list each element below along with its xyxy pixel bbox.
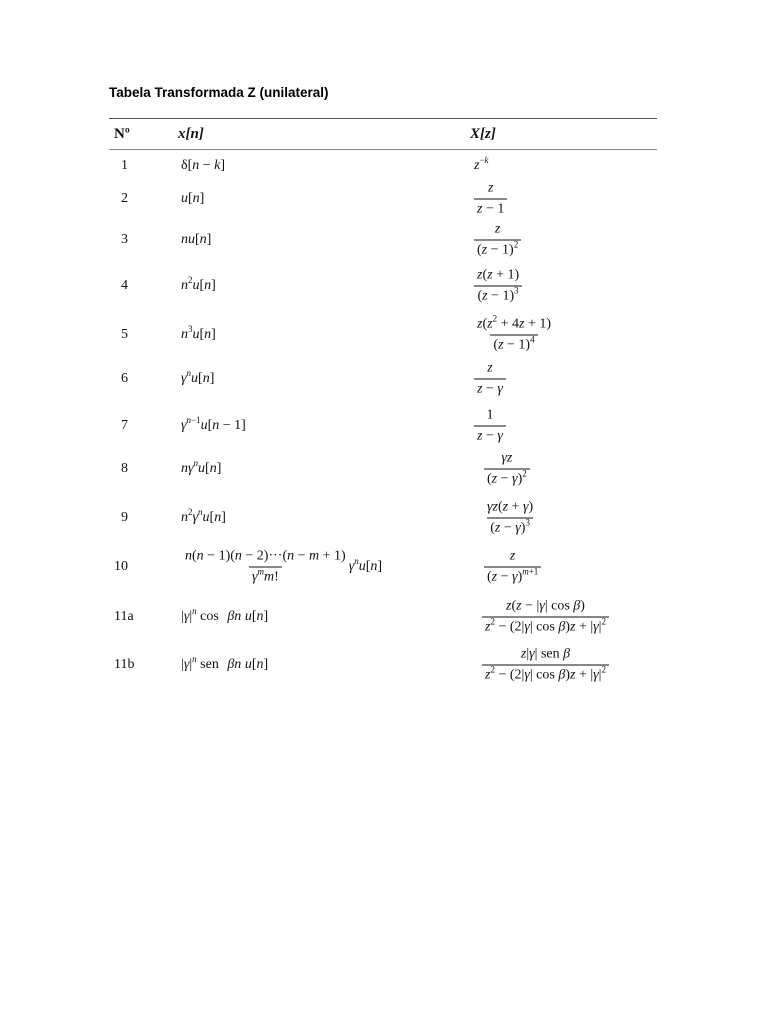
table-top-rule: [109, 118, 657, 119]
row-number: 8: [121, 461, 128, 476]
signal-formula: $|\gamma|^n$ cos βn u[n]: [181, 606, 269, 624]
transform-formula: $\frac{z}{z - 1}$: [474, 181, 507, 218]
row-number: 2: [121, 191, 128, 206]
signal-formula: $n^2\gamma^nu[n]$: [181, 507, 226, 525]
column-header-transform: X[z]: [470, 126, 496, 142]
signal-formula: $n^3u[n]$: [181, 324, 216, 342]
row-number: 10: [114, 559, 128, 574]
signal-formula: δ[n − k]: [181, 158, 226, 173]
signal-formula: $n\gamma^nu[n]$: [181, 458, 222, 476]
signal-formula: $\gamma^{n-1}u[n - 1]$: [181, 415, 246, 433]
transform-formula: $\frac{\text{z(z − |γ| cos β)}}{z^2 - (2|\gamma| \cos \beta)z + |\gamma|^2}$: [482, 599, 609, 636]
transform-formula: $\frac{\gamma z}{(z - \gamma)^2}$: [484, 451, 530, 488]
signal-formula: u[n]: [181, 191, 205, 206]
transform-formula: $\frac{z}{z - \gamma}$: [474, 361, 506, 398]
transform-formula: $\frac{z(z^2 + 4z + 1)}{(z - 1)^4}$: [477, 313, 551, 353]
row-number: 4: [121, 278, 128, 293]
signal-formula: $\frac{n(n - 1)(n - 2)\cdot\cdot\cdot(n - m + 1)}{\gamma^mm!}$ $\gamma^nu[n]$: [185, 548, 383, 585]
transform-formula: $\frac{z}{(z - \gamma)^{m+1}}$: [484, 549, 541, 586]
table-header-rule: [109, 149, 657, 150]
signal-formula: $n^2u[n]$: [181, 275, 216, 293]
row-number: 11b: [114, 657, 135, 672]
transform-formula: $\frac{\gamma z(z + \gamma)}{(z - \gamma)^3}$: [487, 499, 534, 536]
row-number: 3: [121, 232, 128, 247]
transform-formula: $\frac{z}{(z - 1)^2}$: [474, 222, 521, 259]
row-number: 6: [121, 371, 128, 386]
signal-formula: $|\gamma|^n$ sen βn u[n]: [181, 654, 269, 672]
row-number: 1: [121, 158, 128, 173]
signal-formula: nu[n]: [181, 232, 212, 247]
column-header-signal: x[n]: [178, 126, 204, 142]
transform-formula: $\frac{1}{z - \gamma}$: [474, 408, 506, 445]
signal-formula: $\gamma^nu[n]$: [181, 368, 215, 386]
transform-formula: $\frac{z(z + 1)}{(z - 1)^3}$: [474, 268, 522, 305]
row-number: 11a: [114, 609, 134, 624]
transform-formula: $\frac{\text{z|γ| sen β}}{z^2 - (2|\gamma| \cos \beta)z + |\gamma|^2}$: [482, 647, 609, 684]
page-title: Tabela Transformada Z (unilateral): [109, 85, 329, 100]
row-number: 9: [121, 510, 128, 525]
transform-formula: $z^{-k}$: [474, 155, 489, 173]
row-number: 5: [121, 327, 128, 342]
row-number: 7: [121, 418, 128, 433]
column-header-number: Nº: [114, 126, 130, 142]
